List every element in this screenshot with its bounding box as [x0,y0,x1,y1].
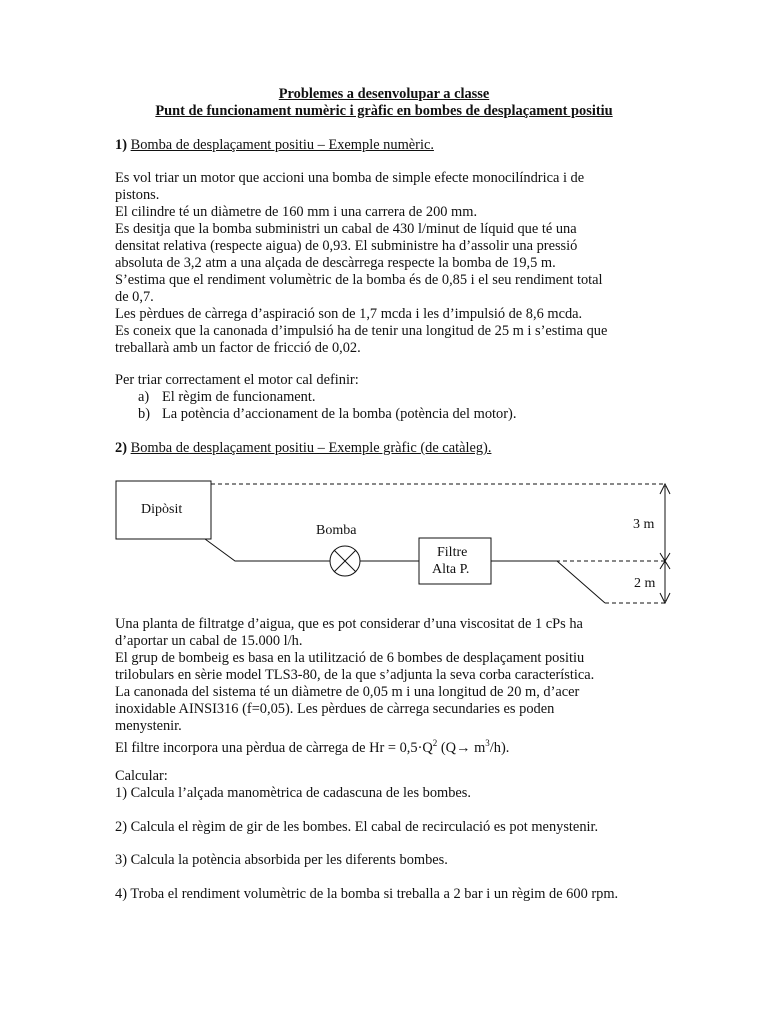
list-item [138,406,516,423]
question-4: 4) Troba el rendiment volumètric de la bomba si treballa a 2 bar i un règim de 600 rpm. [115,886,619,902]
formula-unit: m [470,739,486,756]
document-subtitle: Punt de funcionament numèric i gràfic en bombes de desplaçament positiu [155,103,613,119]
discharge-pipe [491,561,605,603]
tank-label: Dipòsit [141,502,183,517]
paragraph-line: d’aportar un cabal de 15.000 l/h. [115,633,303,649]
formula-prefix: El filtre incorpora una pèrdua de càrrega de Hr = 0,5·Q [115,739,433,756]
list-item-text: El règim de funcionament. [162,389,316,405]
paragraph-line: absoluta de 3,2 atm a una alçada de descàrrega respecte la bomba de 19,5 m. [115,255,556,271]
paragraph-line: Es desitja que la bomba subministri un cabal de 430 l/minut de líquid que té una [115,221,577,237]
document-title: Problemes a desenvolupar a classe [278,86,490,102]
section-2-heading [115,440,491,457]
list-intro: Per triar correctament el motor cal definir: [115,372,359,388]
problem-1-statement [115,170,607,357]
paragraph-line: trilobulars en sèrie model TLS3-80, de la que s’adjunta la seva corba característica. [115,667,595,683]
pump-label: Bomba [316,523,357,538]
section-2-number: 2) [115,440,127,456]
section-1-number: 1) [115,137,127,153]
filter-loss-formula [115,735,509,757]
section-1-heading [115,137,434,154]
paragraph-line: El grup de bombeig es basa en la utilització de 6 bombes de desplaçament positiu [115,650,585,666]
formula-q: (Q [437,739,457,756]
right-arrow-icon: → [456,739,471,756]
dimension-3m-label: 3 m [633,517,655,532]
question-1: 1) Calcula l’alçada manomètrica de cadascuna de les bombes. [115,785,472,801]
filter-label-line-2: Alta P. [432,562,470,577]
paragraph-line: S’estima que el rendiment volumètric de la bomba és de 0,85 i el seu rendiment total [115,272,603,288]
paragraph-line: inoxidable AINSI316 (f=0,05). Les pèrdues de càrrega secundaries es poden [115,701,555,717]
paragraph-line: Una planta de filtratge d’aigua, que es pot considerar d’una viscositat de 1 cPs ha [115,616,583,632]
list-item [138,389,516,406]
calculate-heading: Calcular: [115,768,168,784]
suction-pipe [205,539,330,561]
filter-label-line-1: Filtre [437,545,468,560]
section-2-title: Bomba de desplaçament positiu – Exemple gràfic (de catàleg). [130,440,492,456]
paragraph-line: pistons. [115,187,160,203]
formula-exponent: 2 [432,738,438,748]
question-3: 3) Calcula la potència absorbida per les diferents bombes. [115,852,448,868]
paragraph-line: Es coneix que la canonada d’impulsió ha de tenir una longitud de 25 m i s’estima que [115,323,608,339]
list-marker: a) [138,389,150,405]
paragraph-line: El cilindre té un diàmetre de 160 mm i una carrera de 200 mm. [115,204,478,220]
section-1-title: Bomba de desplaçament positiu – Exemple numèric. [130,137,434,153]
list-marker: b) [138,406,150,422]
paragraph-line: Les pèrdues de càrrega d’aspiració son de 1,7 mcda i les d’impulsió de 8,6 mcda. [115,306,583,322]
requirements-list [138,389,516,423]
formula-suffix: /h). [489,739,510,756]
paragraph-line: treballarà amb un factor de fricció de 0,02. [115,340,361,356]
paragraph-line: menystenir. [115,718,182,734]
paragraph-line: La canonada del sistema té un diàmetre de 0,05 m i una longitud de 20 m, d’acer [115,684,580,700]
list-item-text: La potència d’accionament de la bomba (potència del motor). [162,406,517,422]
pumping-system-diagram [0,470,768,620]
problem-2-statement [115,616,594,735]
formula-unit-exponent: 3 [485,738,490,748]
question-2: 2) Calcula el règim de gir de les bombes. El cabal de recirculació es pot menystenir. [115,819,599,835]
paragraph-line: Es vol triar un motor que accioni una bomba de simple efecte monocilíndrica i de [115,170,585,186]
paragraph-line: de 0,7. [115,289,154,305]
paragraph-line: densitat relativa (respecte aigua) de 0,93. El subministre ha d’assolir una pressió [115,238,578,254]
dimension-2m-label: 2 m [634,576,656,591]
